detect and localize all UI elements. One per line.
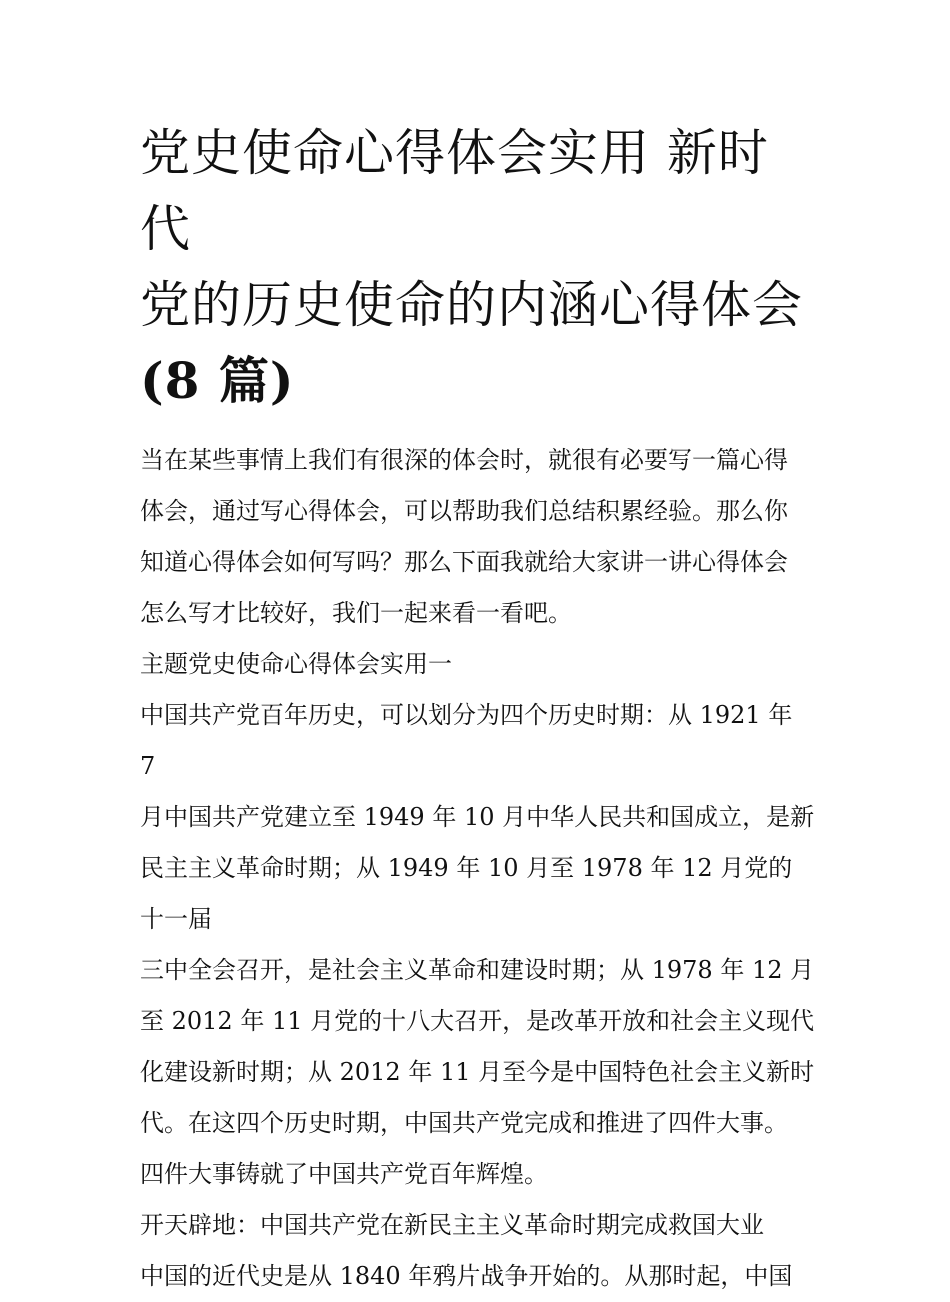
text-line: 化建设新时期；从 2012 年 11 月至今是中国特色社会主义新时: [140, 1058, 815, 1086]
text-line: 体会，通过写心得体会，可以帮助我们总结积累经验。那么你: [140, 497, 788, 525]
text-line: 四件大事铸就了中国共产党百年辉煌。: [140, 1160, 548, 1188]
text-line: 中国共产党百年历史，可以划分为四个历史时期：从 1921 年 7: [140, 701, 793, 780]
document-title: [140, 115, 815, 419]
text-line: 至 2012 年 11 月党的十八大召开，是改革开放和社会主义现代: [140, 1007, 815, 1035]
text-line: 知道心得体会如何写吗？那么下面我就给大家讲一讲心得体会: [140, 548, 788, 576]
document-body: [140, 435, 815, 1302]
text-line: 代。在这四个历史时期，中国共产党完成和推进了四件大事。: [140, 1109, 788, 1137]
text-line: 民主主义革命时期；从 1949 年 10 月至 1978 年 12 月党的十一届: [140, 854, 793, 933]
document-page: [140, 115, 815, 1302]
text-line: 三中全会召开，是社会主义革命和建设时期；从 1978 年 12 月: [140, 956, 815, 984]
title-line-1: 党史使命心得体会实用 新时代: [140, 124, 769, 258]
text-line: 当在某些事情上我们有很深的体会时，就很有必要写一篇心得: [140, 446, 788, 474]
title-line-2: 党的历史使命的内涵心得体会: [140, 276, 803, 334]
section-heading: 主题党史使命心得体会实用一: [140, 650, 452, 678]
subsection-heading: 开天辟地：中国共产党在新民主主义革命时期完成救国大业: [140, 1211, 764, 1239]
text-line: 怎么写才比较好，我们一起来看一看吧。: [140, 599, 572, 627]
title-line-3: (8 篇): [140, 351, 295, 410]
text-line: 月中国共产党建立至 1949 年 10 月中华人民共和国成立，是新: [140, 803, 815, 831]
text-line: 中国的近代史是从 1840 年鸦片战争开始的。从那时起，中国: [140, 1262, 793, 1290]
